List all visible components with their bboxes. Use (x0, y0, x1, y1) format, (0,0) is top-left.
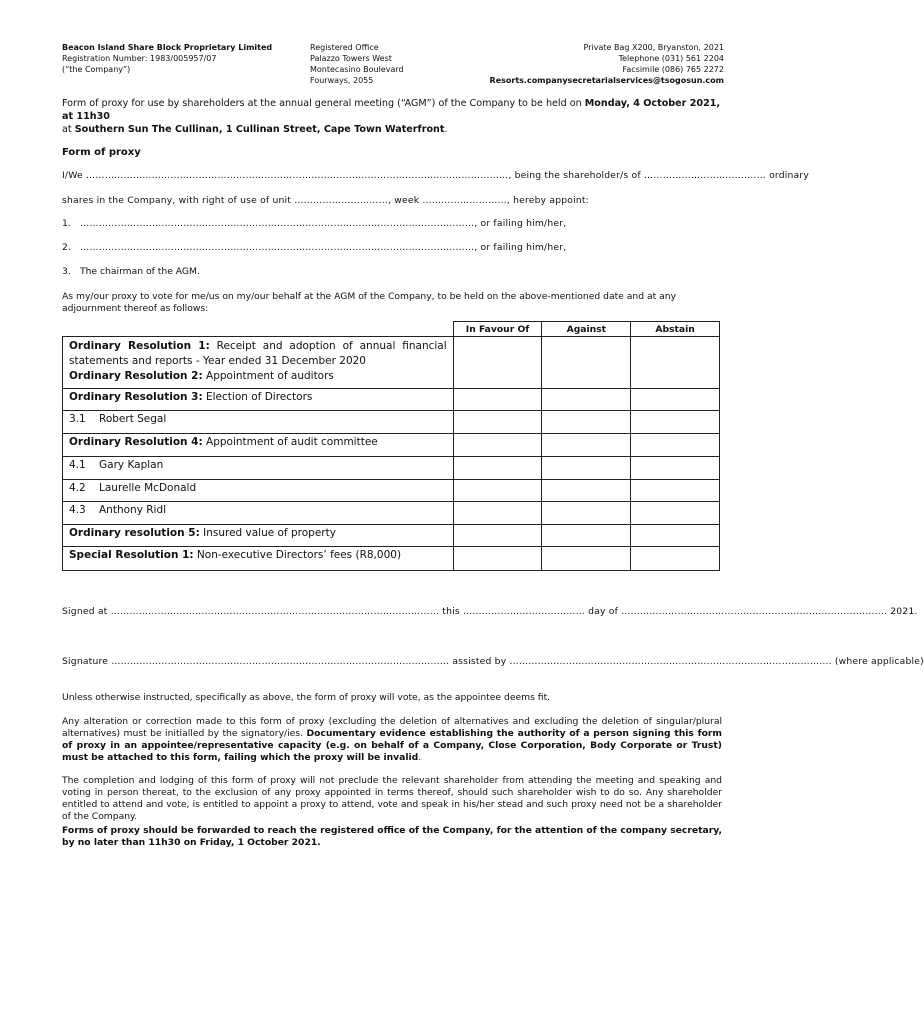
appoint-1-line[interactable]: ………………………………………………………………………………………………………………, or failing him/her, (80, 218, 567, 229)
resolution-4-title: Ordinary Resolution 4: (69, 436, 203, 448)
appoint-2-line[interactable]: ………………………………………………………………………………………………………………, or failing him/her, (80, 242, 567, 253)
col-against: Against (542, 322, 631, 337)
resolution-3-title: Ordinary Resolution 3: (69, 391, 203, 403)
member-name: Gary Kaplan (99, 459, 164, 471)
intro-text: Form of proxy for use by shareholders at the annual general meeting (“AGM”) of the Company to be held on (62, 98, 585, 109)
abstain-cell-r3[interactable] (631, 389, 720, 411)
office-line-1: Palazzo Towers West (310, 54, 392, 63)
resolution-4-text: Appointment of audit committee (202, 436, 378, 448)
item-number: 4.2 (69, 482, 86, 494)
registered-office-block (310, 42, 480, 86)
abstain-cell-s1[interactable] (631, 547, 720, 571)
abstain-cell-r4-1[interactable] (631, 457, 720, 480)
shares-line[interactable]: shares in the Company, with right of use of unit …………………………, week ………………………, hereby appoint: (62, 195, 589, 206)
against-cell-r4-2[interactable] (542, 480, 631, 502)
resolution-1-text: Receipt and adoption of annual financial statements and reports - Year ended 31 December 2020 (69, 340, 447, 367)
table-row (63, 457, 720, 480)
postal-address: Private Bag X200, Bryanston, 2021 (583, 43, 724, 52)
table-row (63, 411, 720, 434)
against-cell-r3-1[interactable] (542, 411, 631, 434)
note-2-text: Any alteration or correction made to this form of proxy (excluding the deletion of alternatives and excluding the deletion of singular/plural alternatives) must be initialled by the signatory/ies. (62, 716, 722, 739)
resolution-3-text: Election of Directors (202, 391, 313, 403)
facsimile: Facsimile (086) 765 2272 (622, 65, 724, 74)
office-line-3: Fourways, 2055 (310, 76, 374, 85)
telephone: Telephone (031) 561 2204 (618, 54, 724, 63)
vote-intro: As my/our proxy to vote for me/us on my/our behalf at the AGM of the Company, to be held on the above-mentioned date and at any adjournment thereof as follows: (62, 291, 677, 314)
note-2-bold: Documentary evidence establishing the authority of a person signing this form of proxy in an appointee/representative capacity (e.g. on behalf of a Company, Close Corporation, Body Corporate or Trust) must be attached to this form, failing which the proxy will be invalid (62, 728, 722, 763)
appoint-3-number: 3. (62, 266, 71, 277)
note-1: Unless otherwise instructed, specifically as above, the form of proxy will vote, as the appointee deems fit. (62, 692, 551, 703)
table-row (63, 434, 720, 457)
resolutions-table (62, 321, 720, 571)
registration-number: Registration Number: 1983/005957/07 (62, 54, 217, 63)
intro-at: at (62, 124, 75, 135)
appoint-2-number: 2. (62, 242, 71, 253)
member-name: Anthony Ridl (99, 504, 167, 516)
special-resolution-1-text: Non-executive Directors’ fees (R8,000) (193, 549, 402, 561)
item-number: 4.3 (69, 504, 86, 516)
company-alias: (“the Company”) (62, 65, 131, 74)
note-2 (62, 716, 722, 764)
against-cell-r4-1[interactable] (542, 457, 631, 480)
email-address: Resorts.companysecretarialservices@tsogosun.com (489, 76, 724, 85)
meeting-venue: Southern Sun The Cullinan, 1 Cullinan Street, Cape Town Waterfront (74, 124, 445, 135)
favour-cell-r4-1[interactable] (453, 457, 542, 480)
abstain-cell-r5[interactable] (631, 525, 720, 547)
favour-cell-r5[interactable] (453, 525, 542, 547)
against-cell-r5[interactable] (542, 525, 631, 547)
against-cell-r1[interactable] (542, 337, 631, 389)
director-robert-segal (63, 411, 454, 434)
member-anthony-ridl (63, 502, 454, 525)
favour-cell-r1[interactable] (453, 337, 542, 389)
special-resolution-1-title: Special Resolution 1: (69, 549, 194, 561)
against-cell-r4[interactable] (542, 434, 631, 457)
abstain-cell-r4-3[interactable] (631, 502, 720, 525)
table-row (63, 337, 720, 389)
col-in-favour: In Favour Of (453, 322, 542, 337)
col-abstain: Abstain (631, 322, 720, 337)
contact-block (470, 42, 724, 86)
form-heading: Form of proxy (62, 147, 141, 158)
signature-line[interactable]: Signature ……………………………………………………………………………………………… assisted by …………………………………………………………………………………………. (where applicable) (62, 656, 924, 667)
favour-cell-r4-3[interactable] (453, 502, 542, 525)
favour-cell-s1[interactable] (453, 547, 542, 571)
note-2-end: . (418, 752, 422, 763)
resolution-2-text: Appointment of auditors (202, 370, 334, 382)
intro-paragraph (62, 97, 726, 136)
member-gary-kaplan (63, 457, 454, 480)
iwe-line[interactable]: I/We ………………………………………………………………………………………………………………………, being the shareholder/s of ………………………………… ordinary (62, 170, 809, 181)
member-name: Laurelle McDonald (99, 482, 197, 494)
resolution-1-title: Ordinary Resolution 1: (69, 340, 210, 352)
table-row (63, 389, 720, 411)
favour-cell-r4-2[interactable] (453, 480, 542, 502)
against-cell-s1[interactable] (542, 547, 631, 571)
favour-cell-r4[interactable] (453, 434, 542, 457)
favour-cell-r3-1[interactable] (453, 411, 542, 434)
intro-period: . (444, 124, 448, 135)
office-label: Registered Office (310, 43, 379, 52)
table-header-row (63, 322, 720, 337)
against-cell-r4-3[interactable] (542, 502, 631, 525)
abstain-cell-r4[interactable] (631, 434, 720, 457)
abstain-cell-r3-1[interactable] (631, 411, 720, 434)
favour-cell-r3[interactable] (453, 389, 542, 411)
against-cell-r3[interactable] (542, 389, 631, 411)
resolution-5-title: Ordinary resolution 5: (69, 527, 200, 539)
table-row (63, 480, 720, 502)
note-4: Forms of proxy should be forwarded to reach the registered office of the Company, for the attention of the company secretary, by no later than 11h30 on Friday, 1 October 2021. (62, 825, 722, 848)
table-row (63, 502, 720, 525)
blank-header (63, 322, 454, 337)
note-3: The completion and lodging of this form of proxy will not preclude the relevant shareholder from attending the meeting and speaking and voting in person thereat, to the exclusion of any proxy appointed in terms thereof, should such shareholder wish to do so. Any shareholder entitled to attend and vote, is entitled to appoint a proxy to attend, vote and speak in his/her stead and such proxy need not be a shareholder of the Company. (62, 775, 722, 822)
special-resolution-1-label (63, 547, 454, 571)
appoint-3-text: The chairman of the AGM. (80, 266, 200, 277)
company-block (62, 42, 302, 75)
abstain-cell-r4-2[interactable] (631, 480, 720, 502)
resolution-2-title: Ordinary Resolution 2: (69, 370, 203, 382)
member-laurelle-mcdonald (63, 480, 454, 502)
signed-at-line[interactable]: Signed at …………………………………………………………………………………………… this ………………………………… day of …………………………………………………………………………. 2021. (62, 606, 918, 617)
item-number: 3.1 (69, 413, 86, 425)
company-name: Beacon Island Share Block Proprietary Limited (62, 43, 273, 52)
appoint-1-number: 1. (62, 218, 71, 229)
resolution-3-label (63, 389, 454, 411)
office-line-2: Montecasino Boulevard (310, 65, 404, 74)
resolution-5-label (63, 525, 454, 547)
table-row (63, 547, 720, 571)
resolution-5-text: Insured value of property (199, 527, 336, 539)
table-row (63, 525, 720, 547)
resolution-1-2-label (63, 337, 454, 389)
meeting-date: Monday, 4 October 2021, at 11h30 (62, 98, 721, 122)
abstain-cell-r1[interactable] (631, 337, 720, 389)
item-number: 4.1 (69, 459, 86, 471)
director-name: Robert Segal (99, 413, 167, 425)
resolution-4-label (63, 434, 454, 457)
